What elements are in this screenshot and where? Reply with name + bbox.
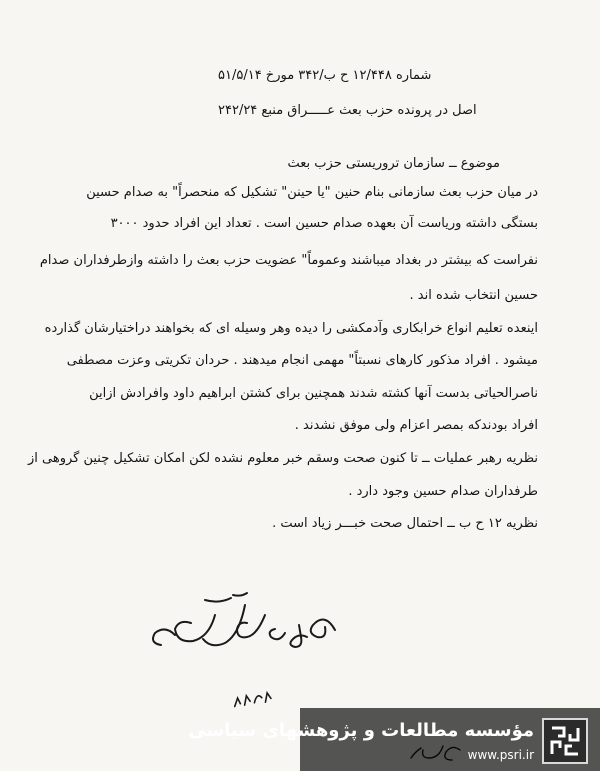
institute-logo [542,718,588,764]
body-line: اینعده تعلیم انواع خرابکاری وآدمکشی را دیده وهر وسیله ای که بخواهند دراختیارشان گذارده [44,321,538,336]
body-line: نفراست که بیشتر در بغداد میباشند وعموماً" عضویت حزب بعث را داشته وازطرفداران صدام [39,253,538,268]
handwritten-signature [145,585,345,675]
body-line: افراد بودندکه بمصر اعزام ولی موفق نشدند . [294,418,538,433]
body-line: طرفداران صدام حسین وجود دارد . [348,484,538,499]
institute-name: مؤسسه مطالعات و پژوهشهای سیاسی [188,720,534,741]
body-line: بستگی داشته وریاست آن بعهده صدام حسین است . تعداد این افراد حدود ۳۰۰۰ [110,216,538,231]
body-line: حسین انتخاب شده اند . [409,288,538,303]
body-line: میشود . افراد مذکور کارهای نسبتاً" مهمی انجام میدهند . حردان تکریتی وعزت مصطفی [66,353,538,368]
body-line: در میان حزب بعث سازمانی بنام حنین "یا حینن" تشکیل که منحصراً" به صدام حسین [86,185,538,200]
handwritten-number [229,687,276,713]
body-line: نظریه ۱۲ ح ب ــ احتمال صحت خبـــر زیاد است . [272,516,538,531]
origin-line: اصل در پرونده حزب بعث عـــــراق منبع ۲۴۲/۲۴ [218,103,477,118]
subject-line: موضوع ــ سازمان تروریستی حزب بعث [287,156,500,171]
institute-url: www.psri.ir [467,748,534,762]
body-line: ناصرالحیاتی بدست آنها کشته شدند همچنین برای کشتن ابراهیم داود وافرادش ازاین [89,386,538,401]
watermark-footer [188,708,600,771]
body-line: نظریه رهبر عملیات ــ تا کنون صحت وسقم خبر معلوم نشده لکن امکان تشکیل چنین گروهی از [28,451,538,466]
reference-line: شماره ۱۲/۴۴۸ ح ب/۳۴۲ مورخ ۵۱/۵/۱۴ [218,68,432,83]
